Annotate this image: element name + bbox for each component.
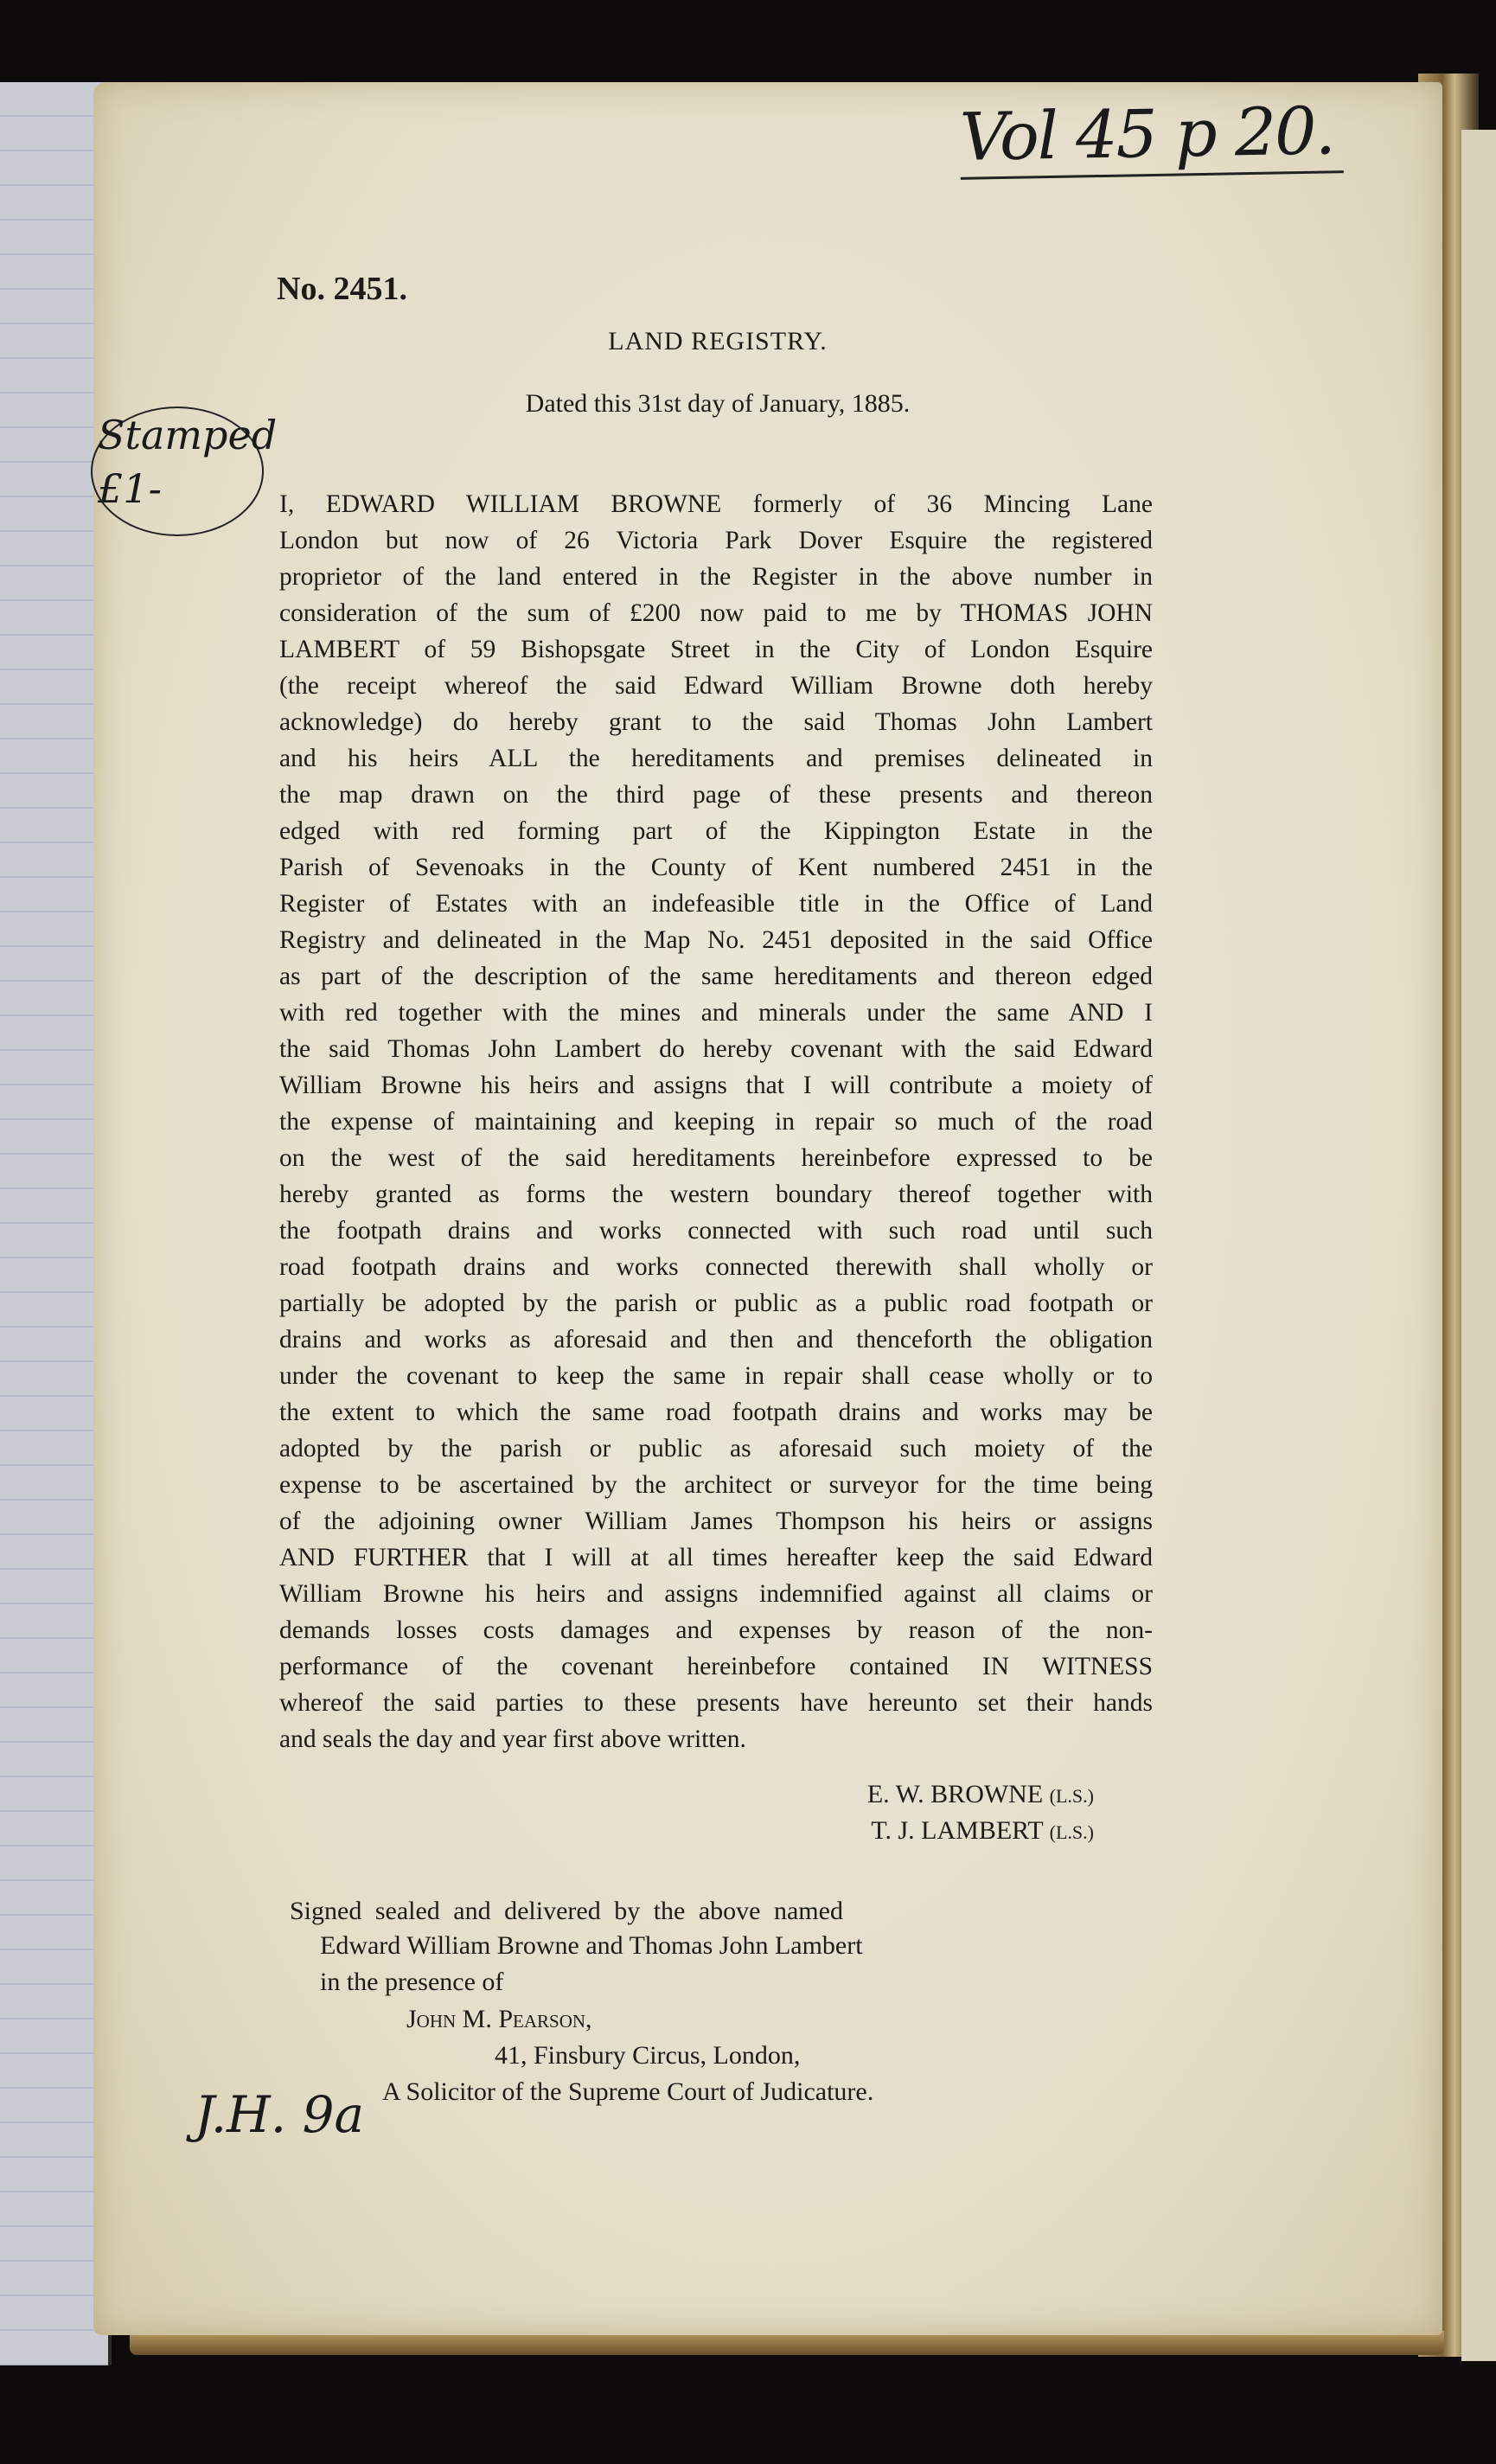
- body-line: London but now of 26 Victoria Park Dover Esquire the registered: [279, 527, 1153, 554]
- body-line: the said Thomas John Lambert do hereby covenant with the said Edward: [279, 1035, 1153, 1063]
- handwritten-stamp-note: Stamped £1-: [91, 406, 264, 536]
- witness-line-3: in the presence of: [320, 1968, 504, 1996]
- deed-body: [279, 486, 1153, 1757]
- body-line: of the adjoining owner William James Thompson his heirs or assigns: [279, 1507, 1153, 1535]
- body-line: under the covenant to keep the same in repair shall cease wholly or to: [279, 1362, 1153, 1390]
- witness-title: A Solicitor of the Supreme Court of Judicature.: [382, 2077, 874, 2106]
- body-line: William Browne his heirs and assigns indemnified against all claims or: [279, 1580, 1153, 1608]
- body-line: drains and works as aforesaid and then and thenceforth the obligation: [279, 1326, 1153, 1354]
- body-line: Registry and delineated in the Map No. 2451 deposited in the said Office: [279, 926, 1153, 954]
- signature-browne: [867, 1780, 1094, 1809]
- body-line: acknowledge) do hereby grant to the said Thomas John Lambert: [279, 708, 1153, 736]
- body-line: performance of the covenant hereinbefore contained IN WITNESS: [279, 1653, 1153, 1680]
- handwritten-volume-reference: Vol 45 p 20.: [959, 92, 1343, 180]
- body-line: William Browne his heirs and assigns that I will contribute a moiety of: [279, 1072, 1153, 1099]
- body-line: Parish of Sevenoaks in the County of Kent numbered 2451 in the: [279, 854, 1153, 881]
- body-line: whereof the said parties to these presents have hereunto set their hands: [279, 1689, 1153, 1717]
- seal-mark: (L.S.): [1049, 1785, 1094, 1807]
- witness-line-2: Edward William Browne and Thomas John Lambert: [320, 1931, 863, 1960]
- body-line: edged with red forming part of the Kippington Estate in the: [279, 817, 1153, 845]
- handwritten-initials: J.H. 9a: [195, 2085, 365, 2144]
- body-line: (the receipt whereof the said Edward William Browne doth hereby: [279, 672, 1153, 700]
- document-date: Dated this 31st day of January, 1885.: [525, 389, 911, 418]
- adjacent-right-page: [1461, 130, 1496, 2361]
- body-line: partially be adopted by the parish or public as a public road footpath or: [279, 1290, 1153, 1317]
- signatory-name: T. J. LAMBERT: [871, 1816, 1044, 1845]
- body-line: road footpath drains and works connected therewith shall wholly or: [279, 1253, 1153, 1281]
- body-line: the map drawn on the third page of these presents and thereon: [279, 781, 1153, 809]
- body-line: the extent to which the same road footpath drains and works may be: [279, 1398, 1153, 1426]
- signature-lambert: [871, 1816, 1094, 1846]
- document-number: No. 2451.: [277, 271, 407, 307]
- body-line: AND FURTHER that I will at all times hereafter keep the said Edward: [279, 1544, 1153, 1571]
- body-line: with red together with the mines and minerals under the same AND I: [279, 999, 1153, 1027]
- body-line: demands losses costs damages and expenses by reason of the non-: [279, 1616, 1153, 1644]
- signatory-name: E. W. BROWNE: [866, 1780, 1044, 1808]
- body-line: Register of Estates with an indefeasible title in the Office of Land: [279, 890, 1153, 918]
- body-line: proprietor of the land entered in the Register in the above number in: [279, 563, 1153, 591]
- body-line: the expense of maintaining and keeping in repair so much of the road: [279, 1108, 1153, 1136]
- seal-mark: (L.S.): [1049, 1821, 1094, 1843]
- witness-address: 41, Finsbury Circus, London,: [495, 2041, 801, 2070]
- body-line: LAMBERT of 59 Bishopsgate Street in the City of London Esquire: [279, 636, 1153, 663]
- body-line: I, EDWARD WILLIAM BROWNE formerly of 36 Mincing Lane: [279, 490, 1153, 518]
- witness-line-1: Signed sealed and delivered by the above named: [290, 1897, 843, 1925]
- body-line: as part of the description of the same hereditaments and thereon edged: [279, 963, 1153, 990]
- body-line: expense to be ascertained by the architect or surveyor for the time being: [279, 1471, 1153, 1499]
- body-line: adopted by the parish or public as aforesaid such moiety of the: [279, 1435, 1153, 1462]
- body-line: consideration of the sum of £200 now paid to me by THOMAS JOHN: [279, 599, 1153, 627]
- body-line: and seals the day and year first above written.: [279, 1725, 746, 1753]
- document-title: LAND REGISTRY.: [608, 327, 828, 355]
- body-line: the footpath drains and works connected with such road until such: [279, 1217, 1153, 1245]
- body-line: and his heirs ALL the hereditaments and premises delineated in: [279, 745, 1153, 772]
- body-line: hereby granted as forms the western boundary thereof together with: [279, 1181, 1153, 1208]
- body-line: on the west of the said hereditaments hereinbefore expressed to be: [279, 1144, 1153, 1172]
- witness-name: John M. Pearson,: [406, 2005, 592, 2033]
